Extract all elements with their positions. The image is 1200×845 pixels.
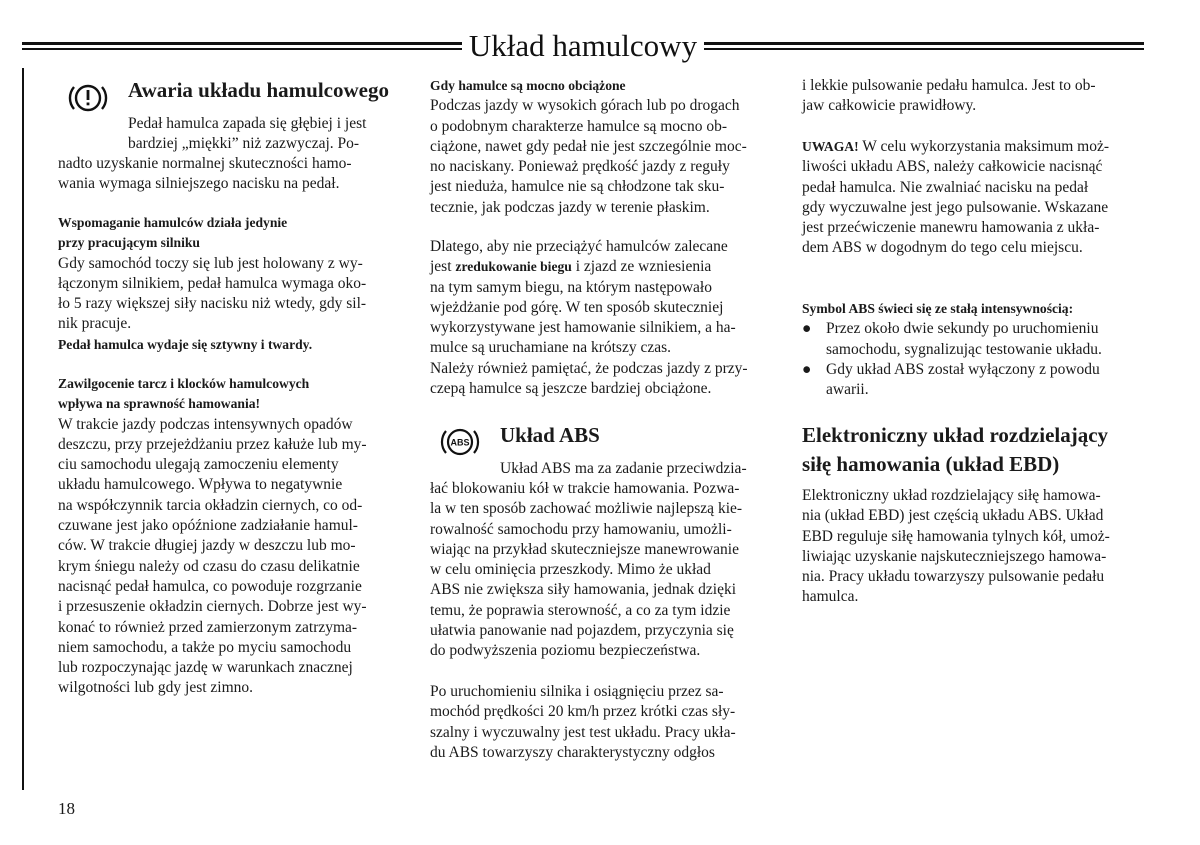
text-line: wjeżdżanie pod górę. W ten sposób skuteczniej: [430, 298, 724, 316]
text-line: deszczu, przy przejeżdżaniu przez kałuże lub my-: [58, 435, 367, 453]
list-item: [802, 319, 1102, 360]
text-line: nadto uzyskanie normalnej skuteczności hamo-: [58, 155, 352, 172]
text-line: układu hamulcowego. Wpływa to negatywnie: [58, 476, 343, 494]
abs-description: [500, 459, 747, 479]
text-line: Pedał hamulca zapada się głębiej i jest: [128, 115, 367, 132]
text-line: W trakcie jazdy podczas intensywnych opadów: [58, 415, 353, 433]
text-line: łać blokowaniu kół w trakcie hamowania. Pozwa-: [430, 480, 740, 497]
text-line: wiając na przykład skuteczniejsze manewrowanie: [430, 540, 739, 558]
text-line: ciążone, nawet gdy pedał nie jest szczególnie moc-: [430, 137, 747, 155]
text-line: [802, 137, 1109, 157]
subheading: przy pracującym silniku: [58, 235, 200, 251]
text-line: szalny i wyczuwalny jest test układu. Pracy ukła-: [430, 723, 736, 741]
text-line: no naciskany. Ponieważ prędkość jazdy z reguły: [430, 158, 730, 176]
subheading: wpływa na sprawność hamowania!: [58, 396, 261, 412]
text-line: wania wymaga silniejszego nacisku na pedał.: [58, 175, 340, 193]
abs-symbol-section: [802, 299, 1102, 400]
text-line: ułatwia panowanie nad pojazdem, przyczynia się: [430, 622, 734, 640]
text-line: rowalność samochodu przy hamowaniu, umożli-: [430, 520, 732, 538]
text-line: [430, 257, 748, 277]
text-line: nik pracuje.: [58, 315, 132, 333]
bold-note: Pedał hamulca wydaje się sztywny i twardy.: [58, 336, 313, 352]
abs-description-cont: [430, 479, 742, 662]
abs-pulse-section: [802, 76, 1096, 117]
text-line: konać to również przed zamierzonym zatrzyma-: [58, 618, 358, 636]
text-line: krym śniegu należy od czasu do czasu delikatnie: [58, 557, 360, 575]
text-line: mulce są uruchamiane na krótszy czas.: [430, 339, 672, 357]
text-line: liwości układu ABS, należy całkowicie nacisnąć: [802, 158, 1103, 176]
subheading: Zawilgocenie tarcz i klocków hamulcowych: [58, 376, 310, 391]
section-heading-ebd: [802, 421, 1108, 479]
text-line: czepą hamulce są jeszcze bardziej obciążone.: [430, 380, 712, 398]
text-line: mochód prędkości 20 km/h przez krótki czas sły-: [430, 703, 736, 721]
text-line: niem samochodu, a także po myciu samochodu: [58, 638, 352, 656]
downhill-section: [430, 237, 748, 399]
text-line: jest przećwiczenie manewru hamowania z ukła-: [802, 219, 1100, 237]
text-run: jest: [430, 258, 456, 276]
text-line: nacisnąć pedał hamulca, co powoduje rozgrzanie: [58, 577, 362, 595]
abs-icon-text: ABS: [450, 437, 470, 448]
header-rule-right: [704, 42, 1144, 51]
text-run: i zjazd ze wzniesienia: [571, 258, 712, 276]
text-line: samochodu, sygnalizując testowanie układu.: [826, 340, 1102, 358]
text-line: na współczynnik tarcia okładzin ciernych, co od-: [58, 496, 363, 514]
subheading: Wspomaganie hamulców działa jedynie: [58, 215, 288, 230]
text-line: wykorzystywane jest hamowanie silnikiem, a ha-: [430, 319, 736, 337]
text-line: jest nieduża, hamulce nie są chłodzone tak sku-: [430, 178, 725, 196]
warning-label: UWAGA!: [802, 139, 859, 154]
text-line: nia (układ EBD) jest częścią układu ABS. Układ: [802, 507, 1104, 525]
brake-warning-icon: [66, 80, 110, 121]
text-line: w celu ominięcia przeszkody. Mimo że układ: [430, 561, 711, 579]
subheading: Symbol ABS świeci się ze stałą intensywnością:: [802, 301, 1074, 316]
text-line: Należy również pamiętać, że podczas jazdy z przy-: [430, 359, 748, 377]
text-line: Dlatego, aby nie przeciążyć hamulców zalecane: [430, 238, 728, 255]
text-run: W celu wykorzystania maksimum moż-: [858, 138, 1110, 155]
bullet-icon: ●: [802, 320, 812, 338]
text-line: Elektroniczny układ rozdzielający siłę hamowa-: [802, 487, 1101, 504]
heavy-load-section: [430, 76, 747, 218]
text-line: ABS nie zwiększa siły hamowania, jednak dzięki: [430, 581, 737, 599]
heading-line: Elektroniczny układ rozdzielający: [802, 423, 1109, 447]
header-rule-left: [22, 42, 462, 51]
text-line: du ABS towarzyszy charakterystyczny odgłos: [430, 743, 715, 761]
text-line: dem ABS w dogodnym do tego celu miejscu.: [802, 239, 1083, 257]
page-title: Układ hamulcowy: [468, 28, 698, 63]
text-line: do podwyższenia poziomu bezpieczeństwa.: [430, 642, 701, 660]
abs-test-section: [430, 682, 736, 763]
text-line: Gdy układ ABS został wyłączony z powodu: [826, 360, 1100, 378]
text-line: Przez około dwie sekundy po uruchomieniu: [826, 320, 1099, 338]
text-line: liwiając uzyskanie najskuteczniejszego hamowa-: [802, 547, 1107, 565]
text-line: ców. W trakcie długiej jazdy w deszczu lub mo-: [58, 537, 356, 555]
text-line: Podczas jazdy w wysokich górach lub po drogach: [430, 97, 740, 115]
text-line: pedał hamulca. Nie zwalniać nacisku na pedał: [802, 178, 1089, 196]
section-heading-abs: Układ ABS: [500, 423, 600, 447]
text-line: wilgotności lub gdy jest zimno.: [58, 679, 254, 697]
text-line: tecznie, jak podczas jazdy w terenie płaskim.: [430, 198, 710, 216]
text-line: temu, że poprawia sterowność, a co za tym idzie: [430, 601, 731, 619]
brake-failure-intro-cont: [58, 154, 352, 195]
margin-rule: [22, 68, 24, 790]
warning-section: [802, 137, 1109, 259]
section-heading-brake-failure: Awaria układu hamulcowego: [128, 78, 389, 102]
text-line: Po uruchomieniu silnika i osiągnięciu przez sa-: [430, 683, 724, 700]
abs-icon: [438, 424, 482, 465]
text-line: czuwane jest jako opóźnione zadziałanie hamul-: [58, 517, 358, 535]
text-line: łączonym silnikiem, pedał hamulca wymaga oko-: [58, 274, 367, 292]
subheading: Gdy hamulce są mocno obciążone: [430, 78, 626, 93]
bold-run: zredukowanie biegu: [455, 259, 572, 275]
brake-failure-intro: [128, 114, 366, 155]
text-line: awarii.: [826, 381, 869, 399]
text-line: bardziej „miękki” niż zazwyczaj. Po-: [128, 135, 360, 153]
moisture-section: [58, 374, 367, 699]
ebd-description: [802, 486, 1110, 608]
list-item: [802, 360, 1102, 401]
booster-section: [58, 213, 366, 355]
text-line: gdy wyczuwalne jest jego pulsowanie. Wskazane: [802, 198, 1109, 216]
text-line: na tym samym biegu, na którym następowało: [430, 278, 712, 296]
text-line: nia. Pracy układu towarzyszy pulsowanie pedału: [802, 568, 1105, 586]
text-line: jaw całkowicie prawidłowy.: [802, 97, 977, 115]
text-line: lub rozpoczynając jazdę w warunkach znacznej: [58, 659, 353, 677]
text-line: Układ ABS ma za zadanie przeciwdzia-: [500, 460, 747, 477]
text-line: ło 5 razy większej siły nacisku niż wtedy, gdy sil-: [58, 295, 367, 313]
text-line: hamulca.: [802, 588, 859, 606]
page-number: 18: [58, 799, 75, 818]
text-line: ciu samochodu ulegają zamoczeniu elementy: [58, 456, 339, 474]
text-line: o podobnym charakterze hamulce są mocno ob-: [430, 117, 727, 135]
text-line: EBD reguluje siłę hamowania tylnych kół, umoż-: [802, 527, 1110, 545]
text-line: la w ten sposób zachować możliwie najlepszą kie-: [430, 500, 743, 518]
heading-line: siłę hamowania (układ EBD): [802, 452, 1060, 476]
text-line: i lekkie pulsowanie pedału hamulca. Jest to ob-: [802, 77, 1096, 94]
bullet-icon: ●: [802, 360, 812, 378]
text-line: i przesuszenie okładzin ciernych. Dobrze jest wy-: [58, 598, 367, 616]
text-line: Gdy samochód toczy się lub jest holowany z wy-: [58, 254, 363, 272]
